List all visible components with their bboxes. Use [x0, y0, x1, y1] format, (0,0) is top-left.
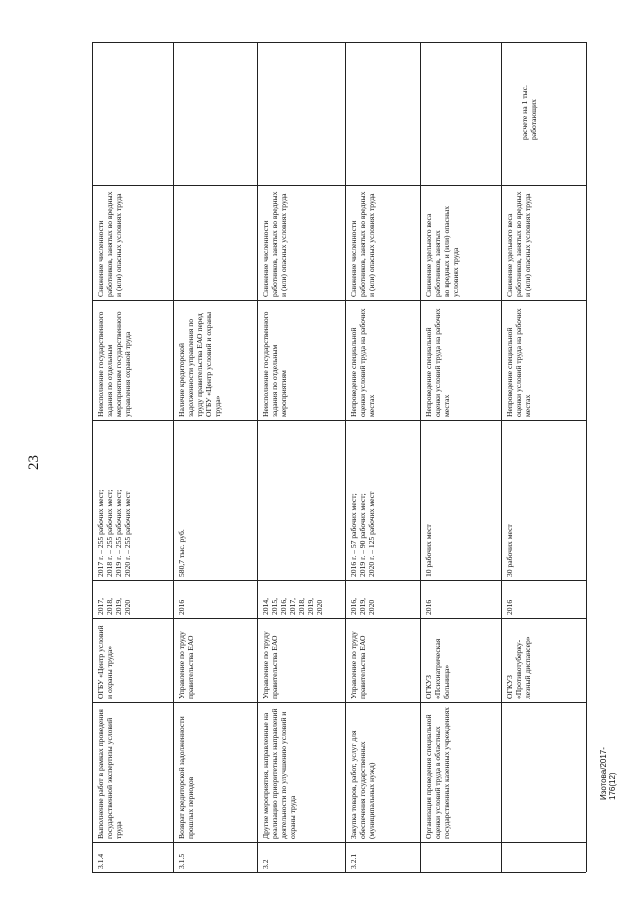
table-rule [92, 702, 586, 703]
table-cell-amount: 2017 г. – 255 рабочих мест; 2018 г. – 255 рабочих мест; 2019 г. – 255 рабочих мест; 2020 г. – 255 рабочих мест [96, 489, 132, 577]
table-rule [586, 42, 587, 872]
table-cell-amount: 10 рабочих мест [424, 524, 433, 577]
table-rule [257, 42, 258, 872]
table-rule [92, 580, 586, 581]
table-cell-result: Снижение численности работников, занятых во вредных и (или) опасных условиях труда [349, 191, 376, 297]
table-cell-consequence: Неисполнение государственного задания по отдельным мероприятиям [261, 311, 288, 417]
page-number: 23 [26, 455, 42, 470]
table-cell-activity: Выполнение работ в рамках проведения государственной экспертизы условий труда [96, 709, 123, 839]
table-rule [92, 872, 586, 873]
table-rule [92, 618, 586, 619]
footer-code: Изотова/2017-176(12) [599, 747, 617, 800]
table-cell-num: 3.2 [261, 859, 270, 869]
table-rule [92, 420, 586, 421]
table-cell-consequence: Наличие кредиторской задолженности управления по труду правительства ЕАО перед ОГБУ «Центр условий и охраны труда» [177, 311, 222, 417]
table-cell-executor: ОГКУЗ «Противотуберку-лезный диспансер» [505, 636, 532, 699]
table-cell-result: Снижение удельного веса работников, занятых во вредных и (или) опасных условиях труда [424, 205, 460, 297]
table-cell-activity: Возврат кредиторской задолженности прошлых периодов [177, 716, 195, 839]
table-rule [420, 42, 421, 872]
table-cell-years: 2014, 2015, 2016, 2017, 2018, 2019, 2020 [261, 597, 324, 615]
table-rule [92, 185, 586, 186]
table-cell-consequence: Непроведение специальной оценки условий труда на рабочих местах [505, 308, 532, 417]
table-cell-consequence: Непроведение специальной оценки условий труда на рабочих местах [424, 308, 451, 417]
table-cell-years: 2017, 2018, 2019, 2020 [96, 597, 132, 615]
table-rule [92, 300, 586, 301]
table-cell-amount: 580,7 тыс. руб. [177, 529, 186, 577]
table-rule [501, 42, 502, 872]
table-cell-years: 2016 [177, 599, 186, 615]
table-cell-num: 3.1.4 [96, 853, 105, 869]
table-rule [92, 842, 586, 843]
table-cell-activity: Организация проведения специальной оценки условий труда в областных государственных казенных учреждениях [424, 707, 451, 839]
table-cell-consequence: Неисполнение государственного задания по отдельным мероприятиям государственного управления охраной труда [96, 311, 132, 417]
table-cell-executor: ОГКУЗ «Психиатрическая больница» [424, 638, 451, 699]
table-cell-activity: Другие мероприятия, направленные на реализацию приоритетных направлений деятельности по улучшению условий и охраны труда [261, 708, 297, 839]
table-cell-result: Снижение численности работников, занятых во вредных и (или) опасных условиях труда [261, 191, 288, 297]
table-cell-activity: Закупка товаров, работ, услуг для обеспечения государственных (муниципальных нужд) [349, 730, 376, 839]
header-continuation: расчете на 1 тыс. работающих [520, 85, 538, 140]
table-cell-amount: 30 рабочих мест [505, 524, 514, 577]
table-cell-result: Снижение удельного веса работников, занятых во вредных и (или) опасных условиях труда [505, 191, 532, 297]
table-cell-years: 2016 [424, 599, 433, 615]
table-cell-amount: 2016 г. – 57 рабочих мест; 2019 г. – 90 рабочих мест; 2020 г. – 125 рабочих мест [349, 491, 376, 577]
table-cell-executor: ОГБУ «Центр условий и охраны труда» [96, 625, 114, 699]
table-cell-executor: Управление по труду правительства ЕАО [349, 631, 367, 699]
table-cell-years: 2016 [505, 599, 514, 615]
table-rule [92, 42, 586, 43]
table-rule [173, 42, 174, 872]
table-cell-executor: Управление по труду правительства ЕАО [261, 631, 279, 699]
table-cell-num: 3.2.1 [349, 853, 358, 869]
table-rule [345, 42, 346, 872]
table-cell-num: 3.1.5 [177, 853, 186, 869]
table-cell-years: 2016, 2019, 2020 [349, 597, 376, 615]
table-cell-consequence: Непроведение специальной оценки условий труда на рабочих местах [349, 308, 376, 417]
table-cell-result: Снижение численности работников, занятых во вредных и (или) опасных условиях труда [96, 191, 123, 297]
table-cell-executor: Управление по труду правительства ЕАО [177, 631, 195, 699]
table-rule [92, 42, 93, 872]
